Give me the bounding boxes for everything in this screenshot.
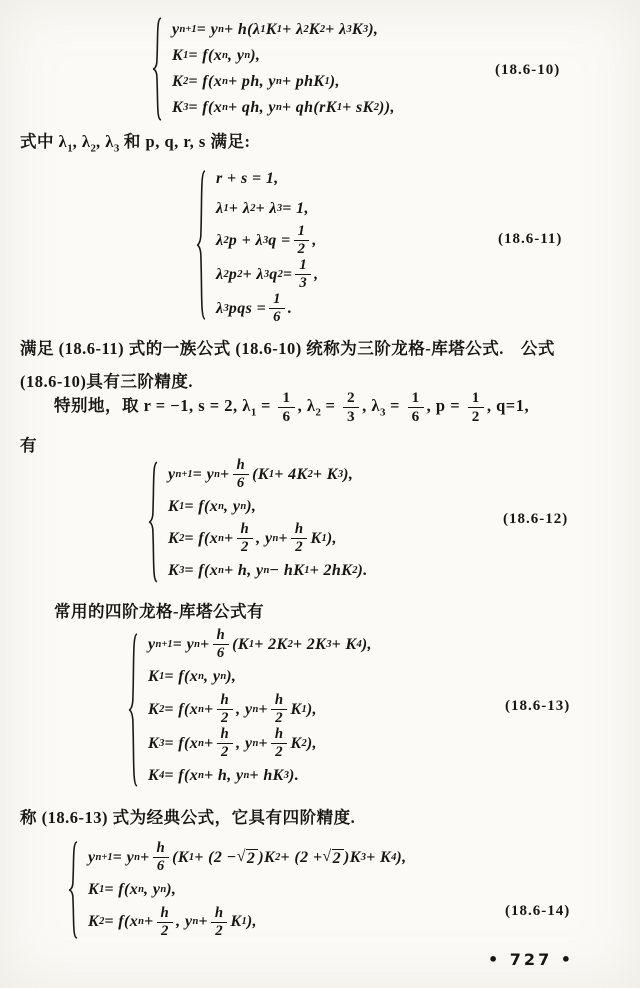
equation-line: K 2 = f(x n + $\frac{h}{2}$ , y n + $\frac{h}{2}$ K 1 ), [148,691,317,727]
equation-lines [168,458,368,586]
equation-line: K 2 = f(x n + ph, y n + phK 1 ), [172,73,340,90]
equation-label-18-6-12: (18.6-12) [503,511,569,527]
equation-line: K 1 = f(x n , y n ), [148,668,237,686]
equation-lines [172,17,395,121]
left-brace-icon [126,631,139,789]
equation-line: λ 2 p + λ 3 q = $\frac{1}{2}$ , [216,223,317,258]
where-clause-text: 式中 $\lambda_1$, $\lambda_2$, $\lambda_3$ 和 p, q, r, s 满足: [20,132,251,155]
left-brace-icon [66,840,79,940]
equation-lines [216,164,319,326]
equation-line: K 2 = f(x n + $\frac{h}{2}$ , y n + $\frac{h}{2}$ K 1 ), [88,904,257,939]
equation-lines [88,841,407,940]
equation-label-18-6-14: (18.6-14) [505,903,571,919]
equation-line: K 3 = f(x n + qh, y n + qh(rK 1 + sK 2 )), [172,99,395,116]
have-word: 有 [20,436,37,455]
equation-line: λ 3 pqs = $\frac{1}{6}$ . [216,290,293,326]
equation-line: y n+1 = y n + $\frac{h}{6}$ (K 1 + (2 − √ 2 )K 2 + (2 + √ 2 )K 3 + K 4 ), [88,839,407,875]
equation-line: K 3 = f(x n + h, y n − hK 1 + 2hK 2 ). [168,561,368,579]
equation-block-18-6-11 [194,164,563,326]
equation-line: K 1 = f(x n , y n ), [88,881,177,898]
equation-line: y n+1 = y n + $\frac{h}{6}$ (K 1 + 2K 2 + 2K 3 + K 4 ), [148,627,372,662]
equation-block-18-6-12 [146,457,569,586]
equation-label-18-6-13: (18.6-13) [505,698,571,714]
third-order-paragraph-line1: 满足 (18.6-11) 式的一族公式 (18.6-10) 统称为三阶龙格-库塔公式. 公式 [20,339,555,358]
left-brace-icon [194,168,207,322]
special-case-line: 特别地，取 r = −1, s = 2, $\lambda_1$ = $\frac{1}{6}$ , $\lambda_2$ = $\frac{2}{3}$ , $\lambda_3$ = $\frac{1}{6}$ , p = $\frac{1}{2}$ , q=1, [54,389,530,425]
fourth-order-intro-text: 常用的四阶龙格-库塔公式有 [54,602,264,621]
equation-label-18-6-10: (18.6-10) [495,62,561,78]
equation-line: λ 1 + λ 2 + λ 3 = 1, [216,200,309,217]
equation-label-18-6-11: (18.6-11) [498,231,563,247]
page-number: • 727 • [488,950,574,969]
equation-line: y n+1 = y n + h(λ 1 K 1 + λ 2 K 2 + λ 3 K 3 ), [172,21,379,38]
left-brace-icon [146,460,159,584]
equation-line: λ 2 p 2 + λ 3 q 2 = $\frac{1}{3}$ , [216,256,319,292]
equation-line: K 3 = f(x n + $\frac{h}{2}$ , y n + $\frac{h}{2}$ K 2 ), [148,725,317,761]
equation-line: r + s = 1, [216,170,279,187]
third-order-paragraph-line2: (18.6-10)具有三阶精度. [20,372,193,391]
equation-lines [148,628,372,792]
equation-line: K 1 = f(x n , y n ), [172,47,261,64]
equation-block-18-6-13 [126,627,571,792]
left-brace-icon [150,16,163,122]
equation-line: y n+1 = y n + $\frac{h}{6}$ (K 1 + 4K 2 + K 3 ), [168,457,354,492]
equation-block-18-6-14 [66,839,571,940]
equation-line: K 2 = f(x n + $\frac{h}{2}$ , y n + $\frac{h}{2}$ K 1 ), [168,520,337,556]
equation-block-18-6-10 [150,16,561,122]
equation-line: K 4 = f(x n + h, y n + hK 3 ). [148,767,300,785]
equation-line: K 1 = f(x n , y n ), [168,497,257,515]
classic-formula-note: 称 (18.6-13) 式为经典公式，它具有四阶精度. [20,808,356,827]
